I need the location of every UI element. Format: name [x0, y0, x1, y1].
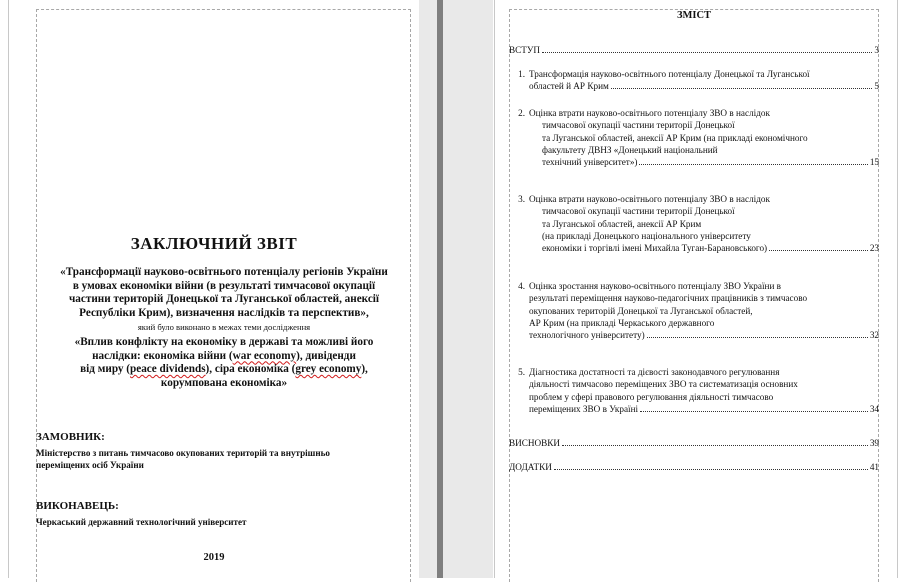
toc-line: технологічного університету) [529, 330, 645, 341]
toc-line: результаті переміщення науково-педагогічних працівників з тимчасово [529, 293, 808, 304]
toc-page-number: 23 [869, 243, 879, 254]
toc-heading: ЗМІСТ [676, 10, 712, 21]
executor-name: Черкаський державний технологічний університет [36, 517, 247, 527]
toc-line: АР Крим (на прикладі Черкаського державного [529, 317, 715, 328]
toc-line: проблем у сфері правового регулювання діяльності тимчасово [529, 391, 774, 402]
topic-text: ), дивіденди [296, 349, 356, 362]
toc-page-number: 15 [869, 157, 879, 168]
toc-entry-3[interactable] [509, 193, 879, 254]
research-topic [29, 336, 419, 390]
customer-line: Міністерство з питань тимчасово окупованих територій та внутрішньо [36, 448, 330, 458]
customer-line: переміщених осіб України [36, 460, 144, 470]
toc-line: Діагностика достатності та дієвості законодавчого регулювання [529, 367, 780, 377]
toc-number: 5. [518, 367, 525, 377]
toc-entry-appendices[interactable] [509, 461, 879, 473]
topic-text: від миру ( [80, 363, 131, 375]
toc-line: (на прикладі Донецького національного університету [542, 230, 751, 241]
toc-label: ДОДАТКИ [509, 462, 552, 472]
topic-text: наслідки: економіка війни ( [92, 349, 233, 362]
topic-line [29, 363, 419, 377]
toc-number: 3. [518, 194, 525, 204]
topic-term-peace: peace dividends [130, 363, 206, 375]
report-subtitle [29, 266, 419, 320]
toc-line: діяльності тимчасово переміщених ЗВО та систематизація основних [529, 379, 798, 390]
topic-line [29, 350, 419, 364]
toc-line: Оцінка втрати науково-освітнього потенціалу ЗВО в наслідок [529, 108, 770, 118]
topic-term-grey: grey economy [295, 363, 362, 375]
toc-page [494, 0, 898, 578]
toc-line: областей й АР Крим [529, 81, 609, 92]
toc-line: та Луганської областей, анексії АР Крим [542, 218, 702, 229]
toc-line: технічний університет») [542, 157, 638, 168]
executor-label: ВИКОНАВЕЦЬ: [36, 500, 119, 512]
toc-line: економіки і торгівлі імені Михайла Туган-Барановського) [542, 243, 768, 254]
toc-entry-conclusions[interactable] [509, 437, 879, 449]
toc-entry-1[interactable] [509, 68, 879, 93]
toc-line: тимчасової окупації частини території Донецької [542, 206, 735, 217]
toc-line: переміщених ЗВО в Україні [529, 403, 639, 414]
customer-name [36, 447, 406, 471]
topic-text: ), сіра економіка ( [205, 363, 296, 375]
subtitle-line: Республіки Крим), визначення наслідків та перспектив», [79, 306, 369, 319]
toc-line: Оцінка зростання науково-освітнього потенціалу ЗВО України в [529, 281, 781, 291]
toc-line: Оцінка втрати науково-освітнього потенціалу ЗВО в наслідок [529, 194, 770, 204]
subtitle-line: в умовах економіки війни (в результаті тимчасової окупації [72, 279, 376, 292]
toc-entry-4[interactable] [509, 280, 879, 341]
subtitle-line: частини територій Донецької та Луганської областей, анексії [68, 293, 380, 305]
toc-line: окупованих територій Донецької та Луганської областей, [529, 305, 753, 316]
report-year: 2019 [203, 552, 225, 563]
toc-page-number: 41 [869, 462, 879, 472]
toc-number: 4. [518, 281, 525, 291]
topic-term-war: war economy [232, 349, 297, 362]
toc-page-number: 3 [874, 45, 879, 55]
toc-line: та Луганської областей, анексії АР Крим (на прикладі економічного [542, 132, 808, 143]
topic-text: ), [361, 363, 368, 375]
page-gap [419, 0, 493, 578]
toc-line: тимчасової окупації частини території Донецької [542, 120, 735, 131]
toc-line: факультету ДВНЗ «Донецький національний [542, 144, 718, 155]
title-page [8, 0, 420, 578]
toc-page-number: 32 [869, 330, 879, 341]
toc-entry-5[interactable] [509, 366, 879, 415]
toc-entry-intro[interactable] [509, 44, 879, 56]
toc-entry-2[interactable] [509, 107, 879, 168]
page-separator [437, 0, 443, 578]
toc-page-number: 39 [869, 438, 879, 448]
subtitle-line: «Трансформації науково-освітнього потенціалу регіонів України [60, 266, 388, 278]
toc-number: 2. [518, 108, 525, 118]
toc-page-number: 34 [869, 403, 879, 414]
research-note: який було виконано в межах теми дослідження [137, 322, 311, 332]
customer-label: ЗАМОВНИК: [36, 431, 105, 443]
toc-label: ВИСНОВКИ [509, 438, 561, 448]
toc-page-number: 5 [874, 81, 879, 92]
topic-line: «Вплив конфлікту на економіку в державі та можливі його [74, 336, 374, 348]
toc-line: Трансформація науково-освітнього потенціалу Донецької та Луганської [529, 69, 810, 79]
topic-line: корумпована економіка» [160, 376, 288, 389]
report-heading: ЗАКЛЮЧНИЙ ЗВІТ [130, 234, 298, 253]
toc-label: ВСТУП [509, 45, 541, 55]
toc-number: 1. [518, 69, 525, 79]
